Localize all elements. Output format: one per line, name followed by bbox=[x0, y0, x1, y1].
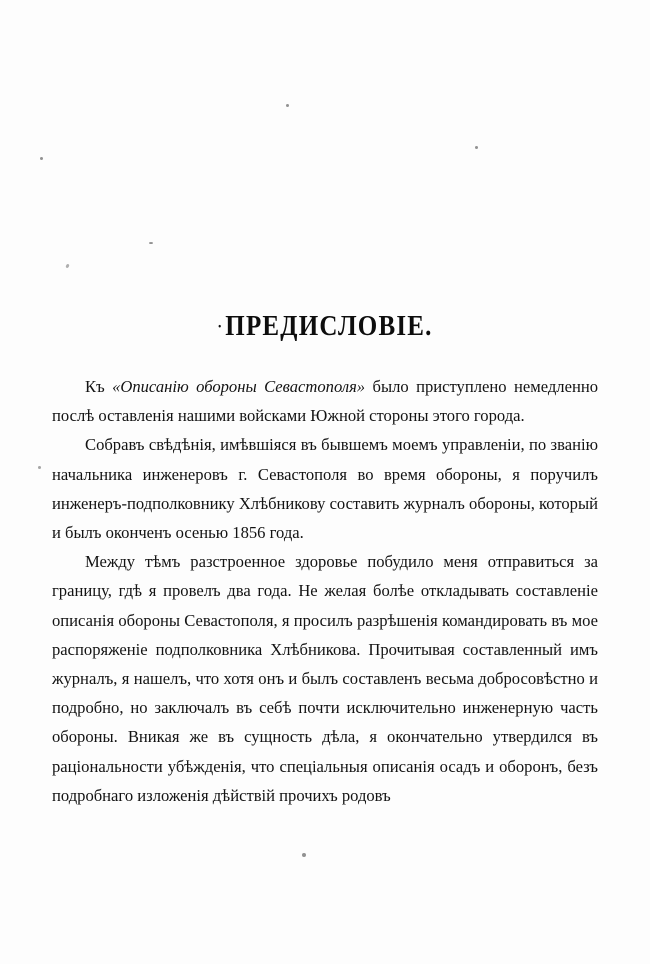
paragraph-1-part-2-italic: «Описанію обороны Севастополя» bbox=[112, 377, 366, 396]
page-title bbox=[0, 311, 650, 342]
paragraph-3 bbox=[52, 547, 598, 810]
scan-speck bbox=[40, 157, 43, 160]
scan-speck bbox=[302, 853, 306, 857]
title-leading-mark: · bbox=[217, 319, 224, 337]
scan-speck bbox=[38, 466, 41, 469]
scan-speck bbox=[475, 146, 478, 149]
title-text: ПРЕДИСЛОВІЕ. bbox=[225, 311, 433, 342]
paragraph-1 bbox=[52, 372, 598, 430]
paragraph-1-part-1: Къ bbox=[85, 377, 113, 396]
paragraph-2 bbox=[52, 430, 598, 547]
scan-speck bbox=[286, 104, 289, 107]
body-text bbox=[52, 372, 598, 810]
paragraph-1-part-3: было приступлено немедленно послѣ оставленія нашими войсками Южной стороны этого города. bbox=[52, 377, 599, 426]
scan-speck bbox=[149, 242, 153, 244]
paragraph-3-text: Между тѣмъ разстроенное здоровье побудило меня отправиться за границу, гдѣ я провелъ два года. Не желая болѣе откладывать составленіе описанія обороны Севастополя, я просилъ разрѣшенія командировать въ мое распоряженіе подполковника Хлѣбникова. Прочитывая составленный имъ журналъ, я нашелъ, что хотя онъ и былъ составленъ весьма добросовѣстно и подробно, но заключалъ въ себѣ почти исключительно инженерную часть обороны. Вникая же въ сущность дѣла, я окончательно утвердился въ раціональности убѣжденія, что спеціальныя описанія осадъ и оборонъ, безъ подробнаго изложенія дѣйствій прочихъ родовъ bbox=[52, 552, 598, 805]
scan-speck bbox=[65, 264, 69, 269]
paragraph-2-text: Собравъ свѣдѣнія, имѣвшіяся въ бывшемъ моемъ управленіи, по званію начальника инженеровъ г. Севастополя во время обороны, я поручилъ инженеръ-подполковнику Хлѣбникову составить журналъ обороны, который и былъ оконченъ осенью 1856 года. bbox=[52, 435, 598, 543]
